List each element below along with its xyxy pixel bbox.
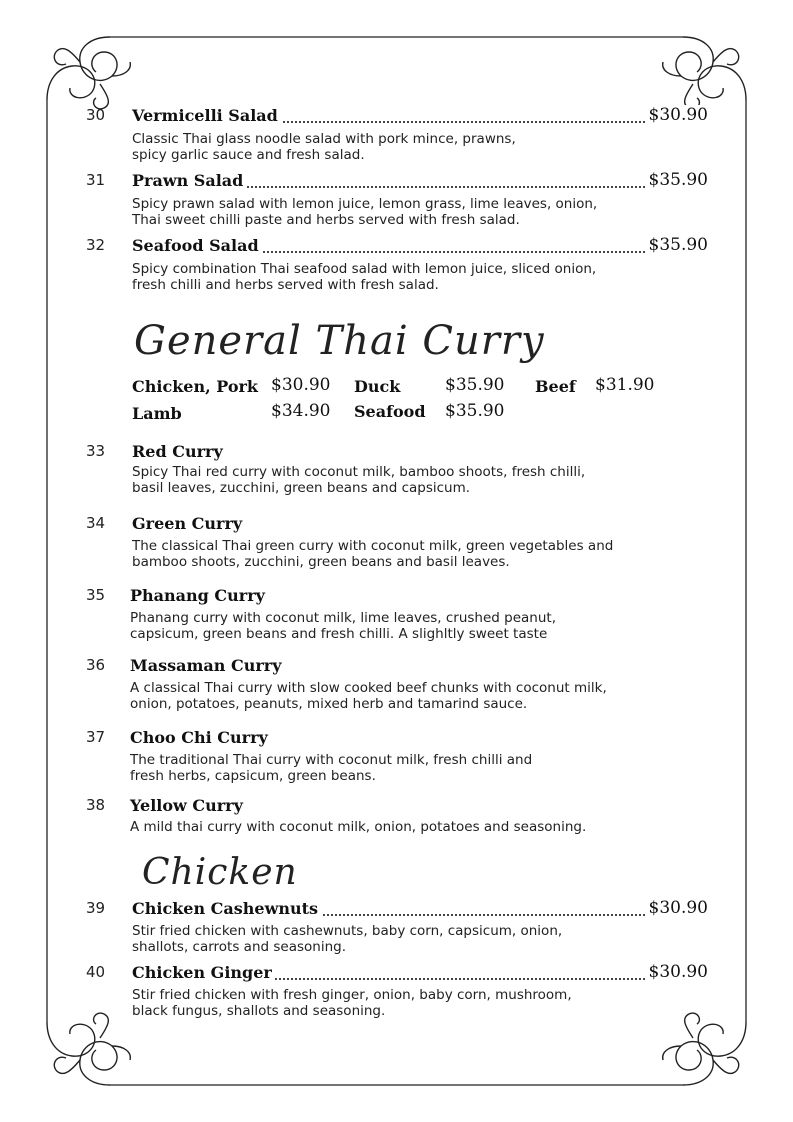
- item-price: $30.90: [646, 105, 708, 125]
- item-description: A mild thai curry with coconut milk, onion, potatoes and seasoning.: [130, 819, 587, 835]
- item-title-line: [130, 656, 706, 678]
- item-price: $35.90: [646, 170, 708, 190]
- item-description: Spicy prawn salad with lemon juice, lemon grass, lime leaves, onion, Thai sweet chilli paste and herbs served with fresh salad.: [132, 196, 598, 228]
- item-title-line: [130, 728, 706, 750]
- item-number: 35: [86, 586, 106, 604]
- item-number: 37: [86, 728, 106, 746]
- item-number: 31: [86, 171, 106, 189]
- item-title-line: [132, 899, 708, 921]
- item-name: Massaman Curry: [130, 656, 284, 675]
- item-name: Red Curry: [132, 442, 226, 461]
- flourish-corner-bottom-right: [663, 1013, 746, 1085]
- meat-price: $34.90: [271, 401, 331, 421]
- item-name: Choo Chi Curry: [130, 728, 271, 747]
- item-name: Vermicelli Salad: [132, 106, 281, 125]
- item-description: Spicy Thai red curry with coconut milk, bamboo shoots, fresh chilli, basil leaves, zucchini, green beans and capsicum.: [132, 464, 586, 496]
- item-description: Stir fried chicken with cashewnuts, baby corn, capsicum, onion, shallots, carrots and seasoning.: [132, 923, 563, 955]
- section-heading-chicken: Chicken: [142, 852, 298, 893]
- item-name: Chicken Ginger: [132, 963, 275, 982]
- item-name: Green Curry: [132, 514, 245, 533]
- item-number: 36: [86, 656, 106, 674]
- item-description: Phanang curry with coconut milk, lime leaves, crushed peanut, capsicum, green beans and fresh chilli. A slighltly sweet taste: [130, 610, 557, 642]
- item-number: 39: [86, 899, 106, 917]
- item-title-line: [132, 236, 708, 258]
- item-description: A classical Thai curry with slow cooked beef chunks with coconut milk, onion, potatoes, peanuts, mixed herb and tamarind sauce.: [130, 680, 607, 712]
- item-title-line: [130, 586, 706, 608]
- item-description: Spicy combination Thai seafood salad with lemon juice, sliced onion, fresh chilli and herbs served with fresh salad.: [132, 261, 597, 293]
- flourish-corner-bottom-left: [47, 1013, 130, 1085]
- section-heading-curry: General Thai Curry: [134, 318, 545, 364]
- meat-price: $31.90: [595, 375, 655, 395]
- item-title-line: [132, 106, 708, 128]
- flourish-corner-top-right: [663, 37, 746, 109]
- item-number: 40: [86, 963, 106, 981]
- item-name: Seafood Salad: [132, 236, 262, 255]
- meat-label: Lamb: [132, 404, 182, 423]
- item-description: The traditional Thai curry with coconut milk, fresh chilli and fresh herbs, capsicum, green beans.: [130, 752, 533, 784]
- item-description: Stir fried chicken with fresh ginger, onion, baby corn, mushroom, black fungus, shallots and seasoning.: [132, 987, 572, 1019]
- item-number: 32: [86, 236, 106, 254]
- item-price: $30.90: [646, 962, 708, 982]
- item-number: 33: [86, 442, 106, 460]
- meat-price: $35.90: [445, 401, 505, 421]
- item-title-line: [132, 442, 708, 464]
- item-title-line: [132, 514, 708, 536]
- item-number: 38: [86, 796, 106, 814]
- item-title-line: [132, 171, 708, 193]
- meat-label: Beef: [535, 377, 576, 396]
- meat-label: Chicken, Pork: [132, 377, 259, 396]
- item-description: Classic Thai glass noodle salad with pork mince, prawns, spicy garlic sauce and fresh salad.: [132, 131, 516, 163]
- item-price: $35.90: [646, 235, 708, 255]
- item-name: Prawn Salad: [132, 171, 246, 190]
- flourish-corner-top-left: [47, 37, 130, 109]
- item-name: Phanang Curry: [130, 586, 268, 605]
- item-number: 30: [86, 106, 106, 124]
- item-price: $30.90: [646, 898, 708, 918]
- meat-label: Duck: [354, 377, 401, 396]
- item-number: 34: [86, 514, 106, 532]
- meat-label: Seafood: [354, 402, 426, 421]
- item-description: The classical Thai green curry with coconut milk, green vegetables and bamboo shoots, zucchini, green beans and basil leaves.: [132, 538, 614, 570]
- item-title-line: [130, 796, 706, 818]
- item-title-line: [132, 963, 708, 985]
- meat-price: $30.90: [271, 375, 331, 395]
- item-name: Yellow Curry: [130, 796, 246, 815]
- meat-price: $35.90: [445, 375, 505, 395]
- item-name: Chicken Cashewnuts: [132, 899, 321, 918]
